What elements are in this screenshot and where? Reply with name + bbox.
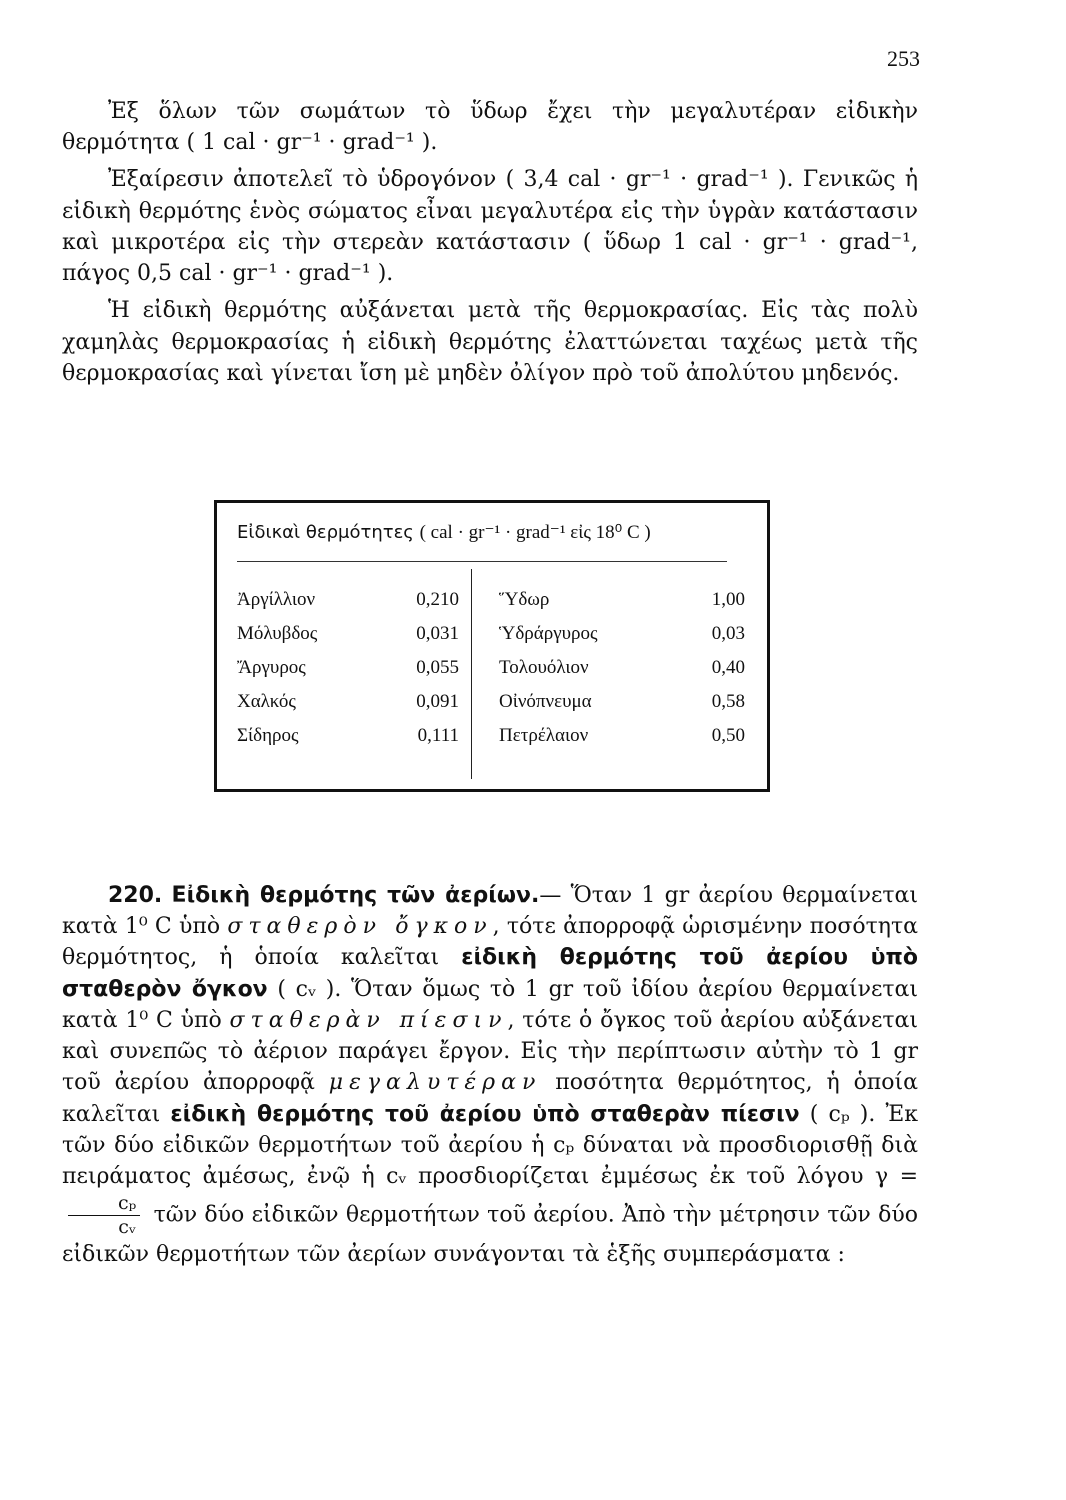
material-value: 0,055	[416, 657, 459, 678]
term-cv: εἰδικὴ θερμότης τοῦ ἀερίου ὑπὸ σταθερὸν ὄγκον	[62, 945, 918, 1002]
section-number: 220.	[108, 883, 163, 908]
spaced-emphasis: μεγαλυτέραν	[328, 1070, 542, 1096]
table-row	[499, 691, 745, 725]
material-value: 0,111	[417, 725, 459, 746]
intro-text	[62, 96, 918, 395]
table-row	[237, 623, 459, 657]
text-segment: , τότε ὁ ὄγκος τοῦ ἀερίου αὐξάνεται καὶ συνεπῶς τὸ ἀέριον παράγει ἔργον. Εἰς τὴν περίπτωσιν αὐτὴν τὸ 1 gr τοῦ ἀερίου ἀπορροφᾷ	[62, 1007, 919, 1096]
table-rule	[237, 561, 727, 562]
spaced-emphasis: σταθερὸν ὄγκον	[227, 914, 493, 940]
text-segment: , τότε ἀπορροφᾷ ὡρισμένην ποσότητα θερμότητος, ἡ ὁποία καλεῖται	[62, 914, 918, 971]
text-segment: ( cᵥ ). Ὅταν ὅμως τὸ 1 gr τοῦ ἰδίου ἀερίου θερμαίνεται κατὰ 1⁰ C ὑπὸ	[62, 976, 919, 1033]
material-name: Ὑδράργυρος	[499, 623, 598, 644]
gamma-fraction	[68, 1192, 140, 1239]
material-value: 0,58	[711, 691, 745, 712]
material-name: Σίδηρος	[237, 725, 299, 746]
material-value: 0,031	[416, 623, 459, 644]
page-number: 253	[887, 46, 920, 71]
table-row	[237, 725, 459, 759]
material-name: Οἰνόπνευμα	[499, 691, 592, 712]
text-segment: ποσότητα θερμότητος, ἡ ὁποία καλεῖται	[62, 1070, 918, 1127]
table-divider	[471, 569, 472, 779]
table-row	[499, 657, 745, 691]
spaced-emphasis: σταθερὰν πίεσιν	[229, 1007, 508, 1033]
table-left-column	[237, 589, 459, 759]
material-name: Ἄργυρος	[237, 657, 306, 678]
fraction-denominator: cᵥ	[118, 1216, 136, 1239]
term-cp: εἰδικὴ θερμότης τοῦ ἀερίου ὑπὸ σταθερὰν πίεσιν	[170, 1101, 800, 1127]
table-title-text: Εἰδικαὶ θερμότητες	[237, 522, 414, 543]
table-row	[237, 589, 459, 623]
table-row	[499, 589, 745, 623]
section-220	[62, 880, 918, 1276]
text-segment: ( cₚ ). Ἐκ τῶν δύο εἰδικῶν θερμοτήτων τοῦ ἀερίου ἡ cₚ δύναται νὰ προσδιορισθῇ διὰ πειράματος ἀμέσως, ἐνῷ ἡ cᵥ προσδιορίζεται ἐμμέσως ἐκ τοῦ λόγου γ =	[62, 1101, 919, 1190]
table-row	[237, 691, 459, 725]
material-value: 0,50	[711, 725, 745, 746]
material-name: Χαλκός	[237, 691, 296, 712]
table-right-column	[499, 589, 745, 759]
section-paragraph	[62, 880, 918, 1270]
paragraph-hydrogen: Ἐξαίρεσιν ἀποτελεῖ τὸ ὑδρογόνον ( 3,4 cal · gr⁻¹ · grad⁻¹ ). Γενικῶς ἡ εἰδικὴ θερμότης ἑνὸς σώματος εἶναι μεγαλυτέρα εἰς τὴν ὑγρὰν κατάστασιν καὶ μικροτέρα εἰς τὴν στερεὰν κατάστασιν ( ὕδωρ 1 cal · gr⁻¹ · grad⁻¹, πάγος 0,5 cal · gr⁻¹ · grad⁻¹ ).	[62, 167, 918, 287]
material-value: 0,091	[416, 691, 459, 712]
table-title-unit: ( cal · gr⁻¹ · grad⁻¹ εἰς 18⁰ C )	[419, 522, 651, 543]
table-row	[237, 657, 459, 691]
material-value: 0,03	[711, 623, 745, 644]
material-name: Ἀργίλλιον	[237, 589, 316, 610]
paragraph-water: Ἐξ ὅλων τῶν σωμάτων τὸ ὕδωρ ἔχει τὴν μεγαλυτέραν εἰδικὴν θερμότητα ( 1 cal · gr⁻¹ · grad⁻¹ ).	[62, 99, 918, 156]
fraction-numerator: cₚ	[68, 1192, 140, 1216]
material-name: Τολουόλιον	[499, 657, 589, 678]
material-value: 0,210	[416, 589, 459, 610]
text-segment: — Ὅταν 1 gr ἀερίου θερμαίνεται κατὰ 1⁰ C ὑπὸ	[62, 883, 918, 940]
material-name: Μόλυβδος	[237, 623, 318, 644]
material-name: Ὕδωρ	[499, 589, 550, 610]
text-segment: τῶν δύο εἰδικῶν θερμοτήτων τοῦ ἀερίου. Ἀπὸ τὴν μέτρησιν τῶν δύο εἰδικῶν θερμοτήτων τῶν ἀερίων συνάγονται τὰ ἑξῆς συμπεράσματα :	[62, 1202, 918, 1267]
table-title	[237, 521, 755, 544]
paragraph-temperature: Ἡ εἰδικὴ θερμότης αὐξάνεται μετὰ τῆς θερμοκρασίας. Εἰς τὰς πολὺ χαμηλὰς θερμοκρασίας ἡ εἰδικὴ θερμότης ἐλαττώνεται ταχέως μετὰ τῆς θερμοκρασίας καὶ γίνεται ἴση μὲ μηδὲν ὀλίγον πρὸ τοῦ ἀπολύτου μηδενός.	[62, 298, 918, 386]
material-name: Πετρέλαιον	[499, 725, 589, 746]
material-value: 0,40	[711, 657, 745, 678]
section-title: Εἰδικὴ θερμότης τῶν ἀερίων.	[171, 883, 540, 908]
specific-heat-table	[214, 500, 770, 792]
table-row	[499, 623, 745, 657]
table-row	[499, 725, 745, 759]
material-value: 1,00	[711, 589, 745, 610]
